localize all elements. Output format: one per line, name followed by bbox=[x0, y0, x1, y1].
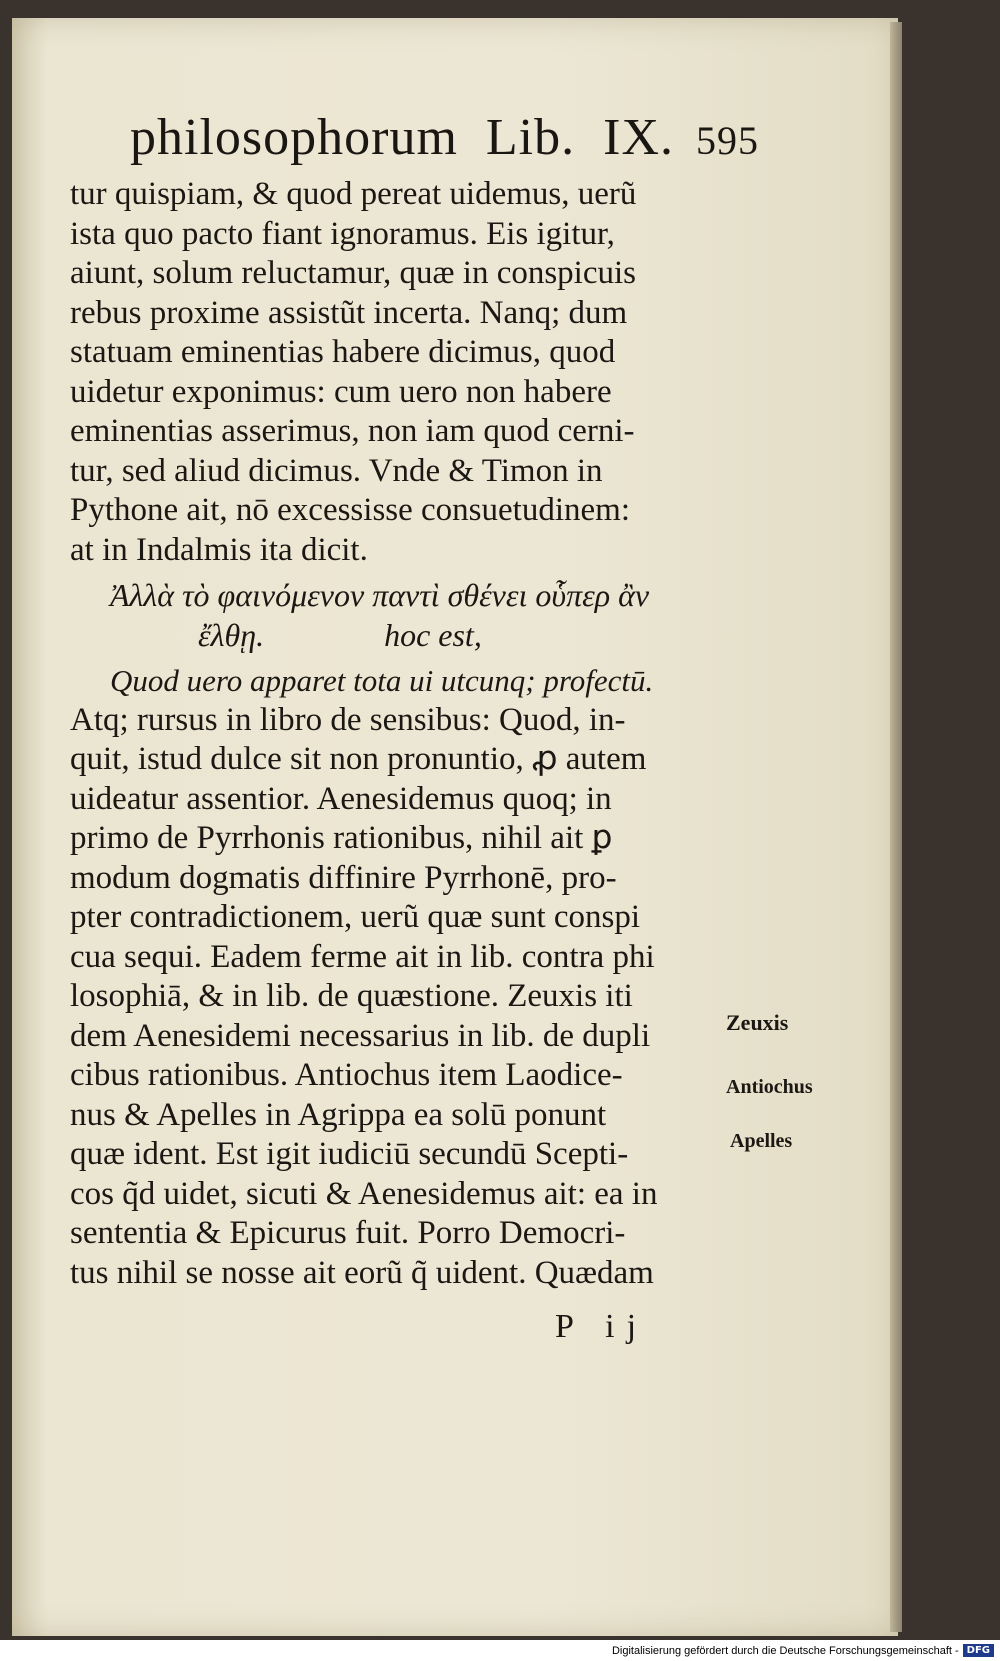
greek-quote-line: Ἀλλὰ τὸ φαινόμενον παντὶ σθένει οὗπερ ἂν bbox=[110, 577, 650, 613]
marginal-note-apelles: Apelles bbox=[730, 1130, 793, 1152]
running-title: philosophorum bbox=[130, 109, 458, 166]
text-line: cua sequi. Eadem ferme ait in lib. contra phi bbox=[70, 938, 655, 975]
text-line: at in Indalmis ita dicit. bbox=[70, 531, 368, 568]
hoc-est: hoc est, bbox=[384, 616, 482, 653]
footer-bar bbox=[0, 1640, 1000, 1661]
text-line: pter contradictionem, uerũ quæ sunt conspi bbox=[70, 899, 641, 935]
text-line: uidetur exponimus: cum uero non habere bbox=[70, 373, 612, 410]
book-number: IX. bbox=[603, 109, 674, 166]
text-line: nus & Apelles in Agrippa ea solū ponunt bbox=[70, 1096, 607, 1133]
text-line: losophiā, & in lib. de quæstione. Zeuxis iti bbox=[70, 978, 633, 1014]
text-line: tus nihil se nosse ait eorũ q̃ uident. Quædam bbox=[70, 1254, 654, 1291]
text-line: cibus rationibus. Antiochus item Laodice- bbox=[70, 1057, 623, 1093]
greek-word: ἔλθῃ. bbox=[198, 616, 265, 653]
main-text bbox=[70, 175, 730, 1293]
text-line: primo de Pyrrhonis rationibus, nihil ait ꝑ bbox=[70, 820, 613, 856]
greek-quote-line-2 bbox=[70, 616, 730, 656]
text-line: modum dogmatis diffinire Pyrrhonē, pro- bbox=[70, 859, 617, 896]
text-line: cos q̃d uidet, sicuti & Aenesidemus ait: ea in bbox=[70, 1175, 658, 1212]
signature-mark: P ij bbox=[555, 1308, 649, 1345]
text-line: uideatur assentior. Aenesidemus quoq; in bbox=[70, 780, 612, 817]
text-line: rebus proxime assistũt incerta. Nanq; dum bbox=[70, 294, 628, 331]
text-line: quit, istud dulce sit non pronuntio, ꝓ autem bbox=[70, 741, 647, 777]
text-line: sententia & Epicurus fuit. Porro Democri- bbox=[70, 1215, 626, 1251]
folio-number: 595 bbox=[696, 118, 759, 163]
text-line: eminentias asserimus, non iam quod cerni- bbox=[70, 413, 635, 449]
page-edge bbox=[890, 22, 902, 1632]
text-line: Atq; rursus in libro de sensibus: Quod, in- bbox=[70, 701, 626, 738]
text-line: quæ ident. Est igit iudiciū secundū Scepti- bbox=[70, 1136, 629, 1172]
text-line: aiunt, solum reluctamur, quæ in conspicuis bbox=[70, 255, 637, 291]
book-label: Lib. bbox=[485, 109, 576, 166]
marginal-note-zeuxis: Zeuxis bbox=[726, 1010, 789, 1035]
text-line: dem Aenesidemi necessarius in lib. de dupli bbox=[70, 1017, 651, 1054]
marginal-note-antiochus: Antiochus bbox=[726, 1076, 813, 1098]
running-header bbox=[130, 108, 759, 168]
text-line: ista quo pacto fiant ignoramus. Eis igitur, bbox=[70, 215, 615, 252]
dfg-logo[interactable]: DFG bbox=[963, 1644, 994, 1657]
text-line: Pythone ait, nō excessisse consuetudinem: bbox=[70, 492, 630, 528]
translation-line: Quod uero apparet tota ui utcunq; profectū. bbox=[110, 663, 654, 698]
funding-note: Digitalisierung gefördert durch die Deutsche Forschungsgemeinschaft - bbox=[611, 1644, 959, 1657]
text-line: tur quispiam, & quod pereat uidemus, uerũ bbox=[70, 176, 637, 212]
text-line: tur, sed aliud dicimus. Vnde & Timon in bbox=[70, 452, 603, 489]
text-line: statuam eminentias habere dicimus, quod bbox=[70, 334, 616, 370]
